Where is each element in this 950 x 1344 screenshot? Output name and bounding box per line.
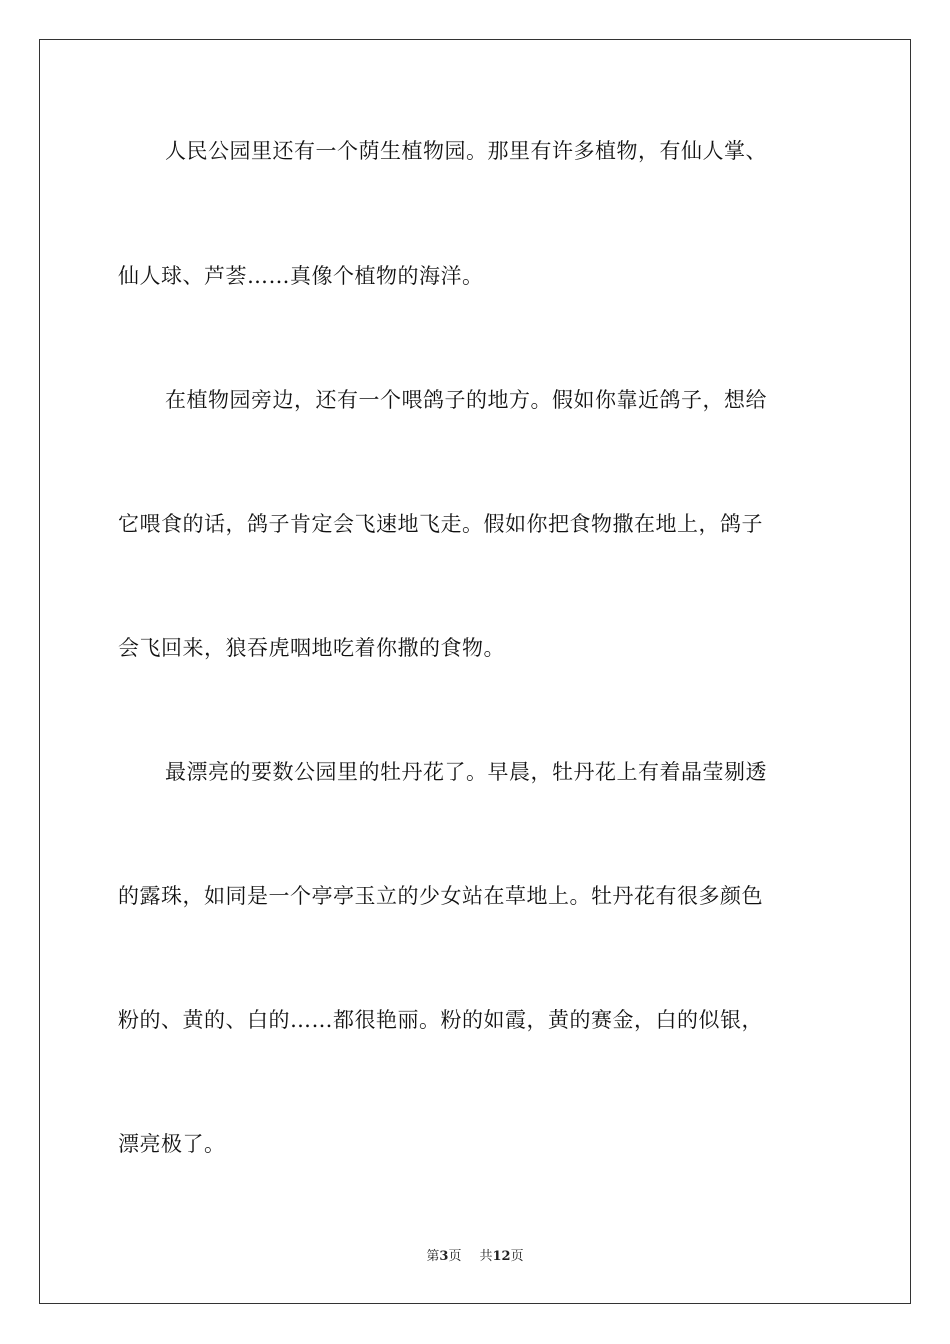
paragraph-2-line-3: 会飞回来，狼吞虎咽地吃着你撒的食物。	[118, 636, 505, 660]
paragraph-2-line-1: 在植物园旁边，还有一个喂鸽子的地方。假如你靠近鸽子，想给	[165, 388, 767, 412]
total-suffix: 页	[510, 1249, 524, 1264]
paragraph-3-line-2: 的露珠，如同是一个亭亭玉立的少女站在草地上。牡丹花有很多颜色	[118, 884, 763, 908]
total-pages: 12	[492, 1249, 511, 1264]
page-footer	[0, 1248, 950, 1266]
paragraph-3-line-4: 漂亮极了。	[118, 1132, 226, 1156]
paragraph-1-line-1: 人民公园里还有一个荫生植物园。那里有许多植物，有仙人掌、	[165, 139, 767, 163]
page-border	[39, 39, 911, 1304]
paragraph-1-line-2: 仙人球、芦荟……真像个植物的海洋。	[118, 264, 484, 288]
paragraph-3-line-1: 最漂亮的要数公园里的牡丹花了。早晨，牡丹花上有着晶莹剔透	[165, 760, 767, 784]
page-prefix: 第	[426, 1249, 440, 1264]
page-number: 3	[439, 1249, 449, 1264]
paragraph-2-line-2: 它喂食的话，鸽子肯定会飞速地飞走。假如你把食物撒在地上，鸽子	[118, 512, 763, 536]
page-suffix: 页	[448, 1249, 462, 1264]
paragraph-3-line-3: 粉的、黄的、白的……都很艳丽。粉的如霞，黄的赛金，白的似银，	[118, 1008, 763, 1032]
total-prefix: 共	[479, 1249, 493, 1264]
